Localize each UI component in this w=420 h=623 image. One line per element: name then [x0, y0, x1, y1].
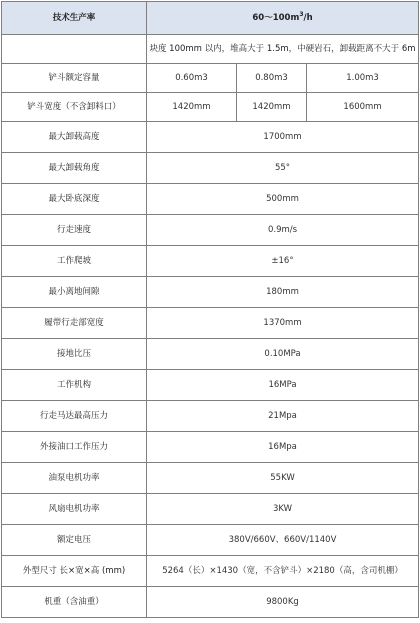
spec-row [2, 246, 419, 277]
spec-row [2, 463, 419, 494]
note-row [2, 35, 419, 64]
row-value: 55° [147, 153, 419, 184]
row-value: 1420mm [147, 93, 237, 122]
row-label: 机重（含油重） [2, 587, 147, 618]
row-value: 16MPa [147, 370, 419, 401]
row-value: 1700mm [147, 122, 419, 153]
row-label: 最小离地间隙 [2, 277, 147, 308]
row-value: 1370mm [147, 308, 419, 339]
header-label: 技术生产率 [2, 2, 147, 35]
row-value: 5264（长）×1430（宽，不含铲斗）×2180（高，含司机棚） [147, 556, 419, 587]
row-value: 380V/660V、660V/1140V [147, 525, 419, 556]
spec-sheet [0, 1, 420, 623]
row-label: 外接油口工作压力 [2, 432, 147, 463]
row-value: 9800Kg [147, 587, 419, 618]
note-text: 块度 100mm 以内，堆高大于 1.5m，中硬岩石，卸载距离不大于 6m [147, 35, 419, 64]
row-value: 16Mpa [147, 432, 419, 463]
row-value: 500mm [147, 184, 419, 215]
row-label: 最大卧底深度 [2, 184, 147, 215]
spec-row [2, 215, 419, 246]
row-value: 1420mm [237, 93, 307, 122]
row-label: 行走马达最高压力 [2, 401, 147, 432]
row-value: ±16° [147, 246, 419, 277]
row-value: 0.60m3 [147, 64, 237, 93]
row-value: 3KW [147, 494, 419, 525]
spec-row [2, 122, 419, 153]
row-value: 1.00m3 [307, 64, 419, 93]
spec-row [2, 308, 419, 339]
spec-row [2, 370, 419, 401]
spec-row [2, 494, 419, 525]
header-value: $60\sim 100m^3/h$ [147, 2, 419, 35]
spec-row [2, 556, 419, 587]
spec-row [2, 587, 419, 618]
spec-row [2, 432, 419, 463]
row-label: 接地比压 [2, 339, 147, 370]
row-value: 21Mpa [147, 401, 419, 432]
bucket-width-row [2, 93, 419, 122]
row-value: 0.80m3 [237, 64, 307, 93]
note-label-empty [2, 35, 147, 64]
row-label: 行走速度 [2, 215, 147, 246]
row-value: 180mm [147, 277, 419, 308]
row-label: 油泵电机功率 [2, 463, 147, 494]
bucket-capacity-row [2, 64, 419, 93]
header-row [2, 2, 419, 35]
row-label: 铲斗额定容量 [2, 64, 147, 93]
row-label: 工作机构 [2, 370, 147, 401]
spec-row [2, 153, 419, 184]
row-value: 0.10MPa [147, 339, 419, 370]
row-label: 铲斗宽度（不含卸料口） [2, 93, 147, 122]
row-label: 最大卸载高度 [2, 122, 147, 153]
spec-row [2, 277, 419, 308]
spec-row [2, 184, 419, 215]
row-label: 工作爬坡 [2, 246, 147, 277]
spec-table [1, 1, 419, 618]
row-label: 履带行走部宽度 [2, 308, 147, 339]
row-value: 0.9m/s [147, 215, 419, 246]
row-label: 风扇电机功率 [2, 494, 147, 525]
row-label: 外型尺寸 长×宽×高 (mm) [2, 556, 147, 587]
row-value: 1600mm [307, 93, 419, 122]
row-label: 最大卸载角度 [2, 153, 147, 184]
row-value: 55KW [147, 463, 419, 494]
spec-row [2, 525, 419, 556]
spec-row [2, 339, 419, 370]
row-label: 额定电压 [2, 525, 147, 556]
spec-row [2, 401, 419, 432]
